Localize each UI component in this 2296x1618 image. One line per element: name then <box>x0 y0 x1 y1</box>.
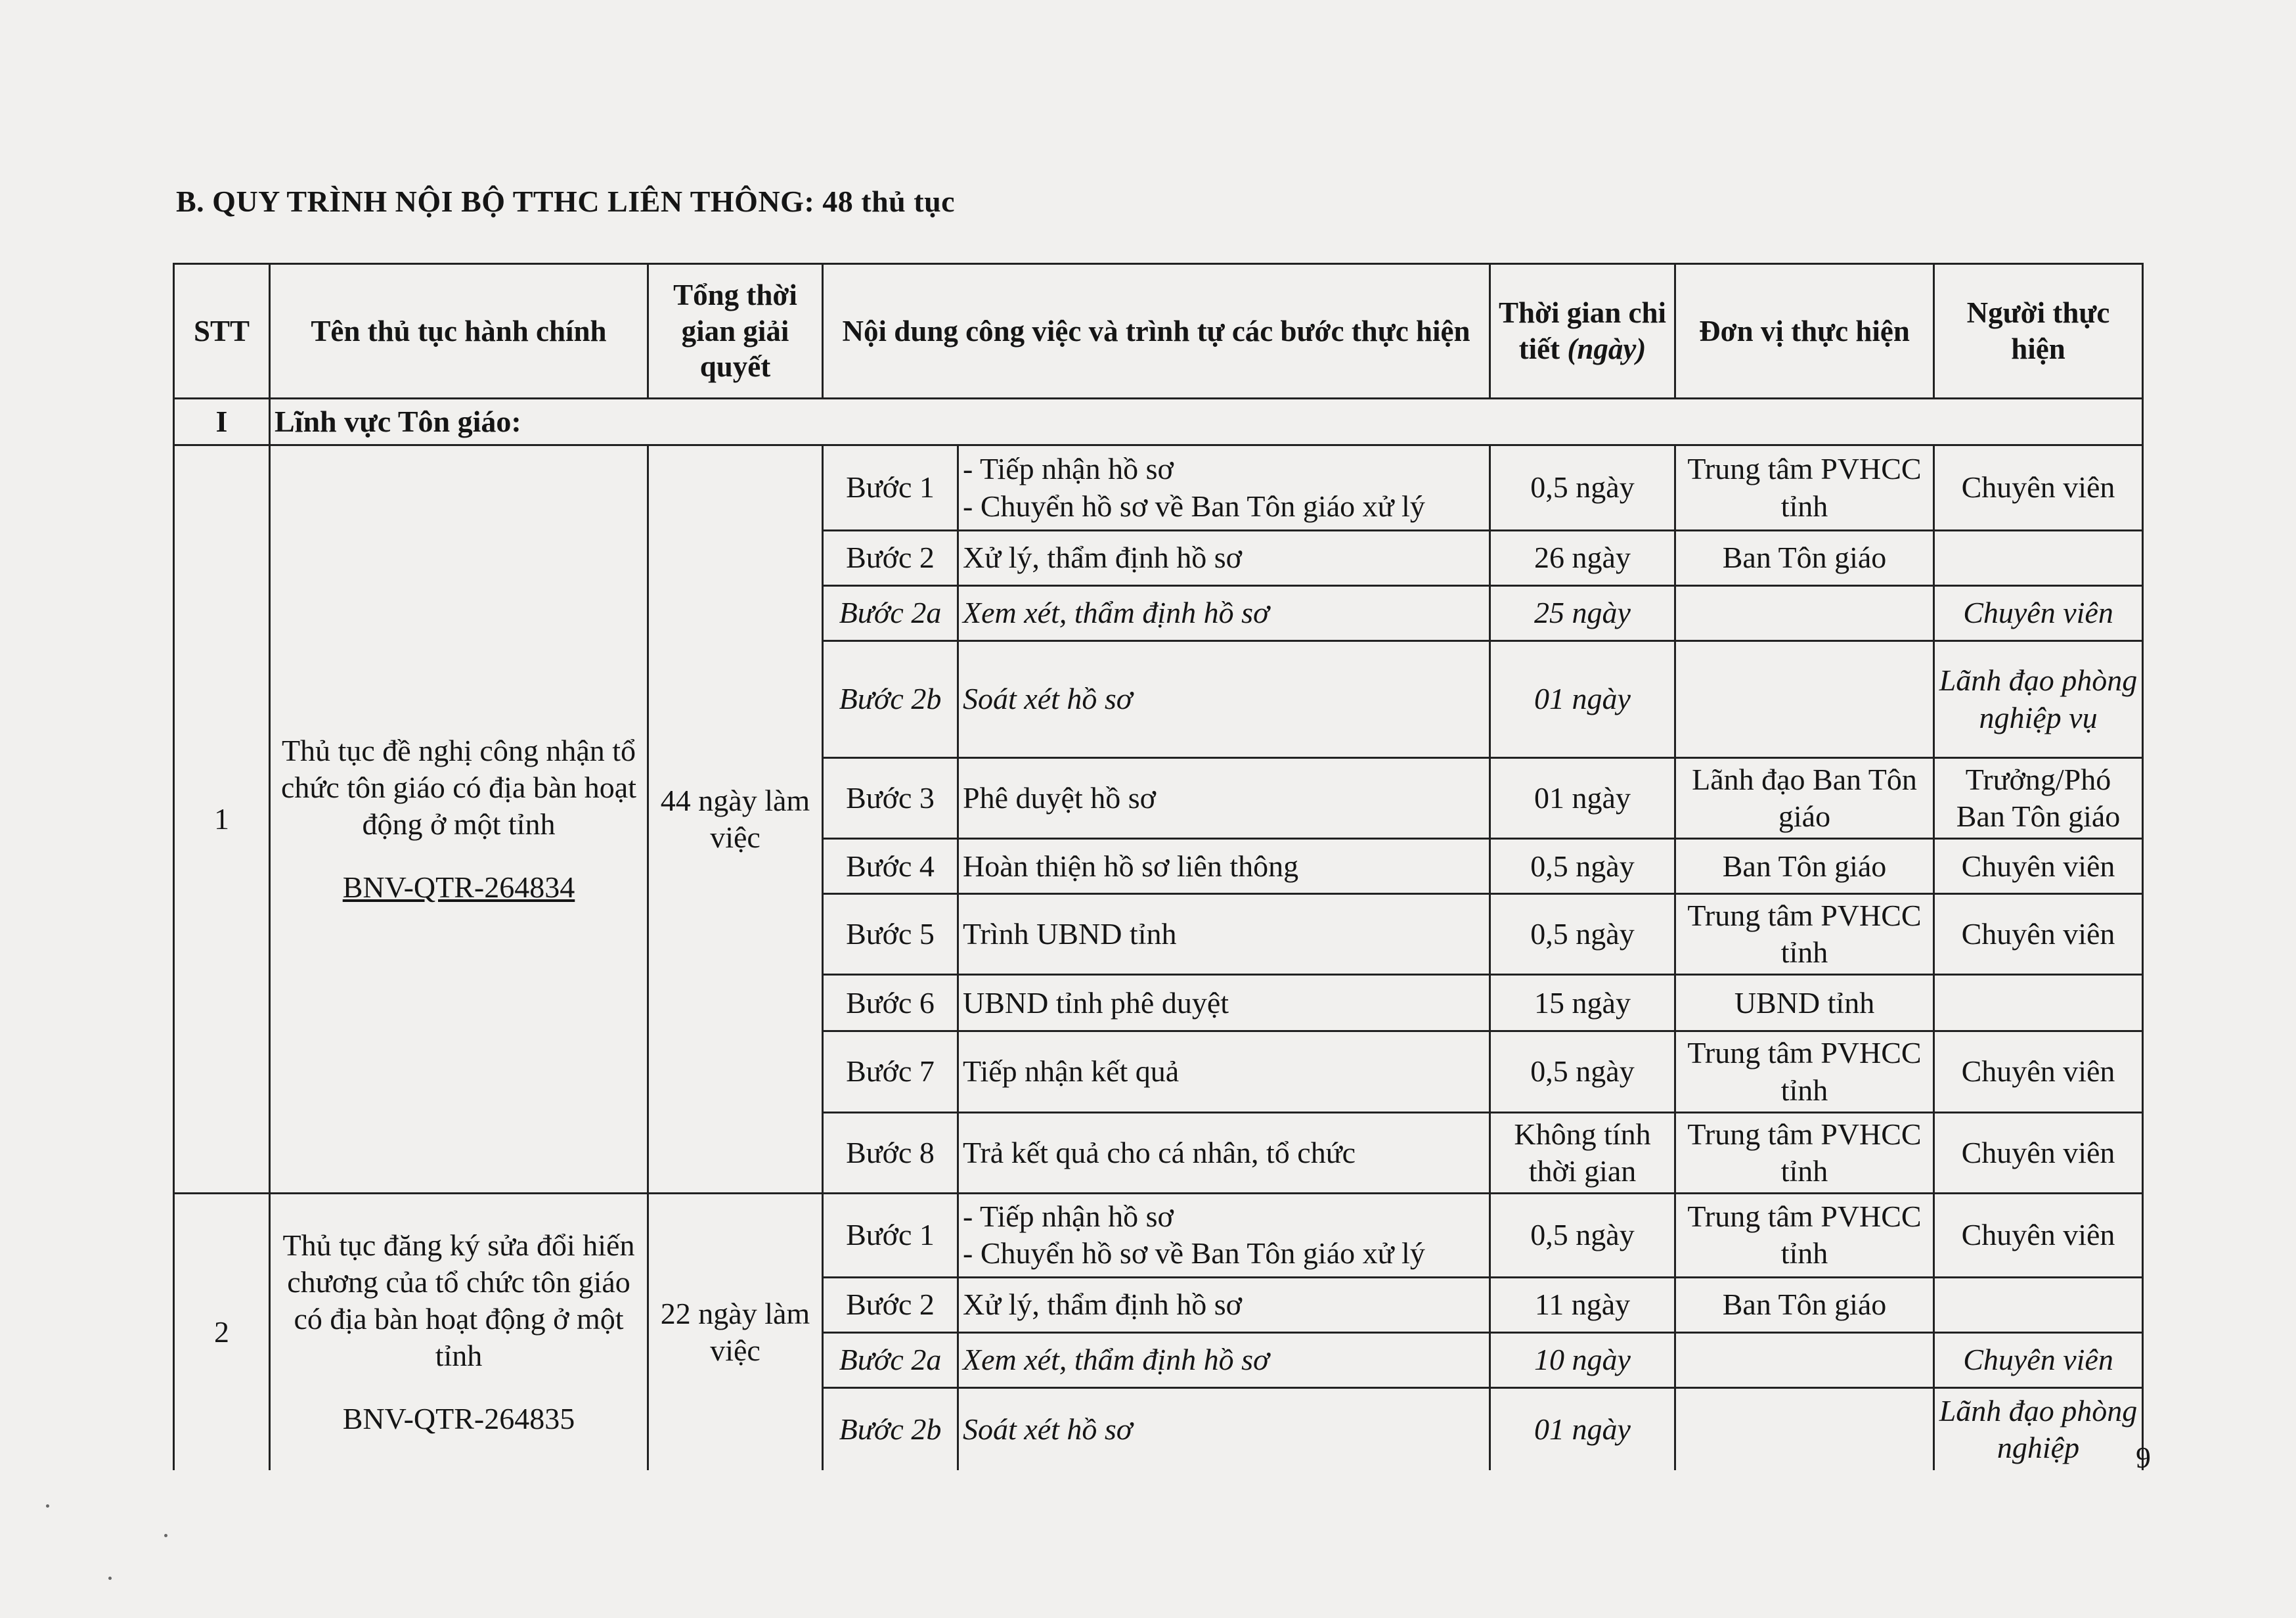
step-unit: Ban Tôn giáo <box>1675 839 1934 894</box>
step-person: Chuyên viên <box>1934 445 2143 531</box>
step-content: UBND tỉnh phê duyệt <box>958 975 1490 1031</box>
step-person: Chuyên viên <box>1934 894 2143 975</box>
step-person: Chuyên viên <box>1934 839 2143 894</box>
col-header-total: Tổng thời gian giải quyết <box>648 264 823 399</box>
step-time: 0,5 ngày <box>1490 445 1675 531</box>
proc-1-name-cell <box>270 445 648 1194</box>
col-header-time-label: Thời gian chi tiết <box>1499 296 1667 365</box>
step-content: Xem xét, thẩm định hồ sơ <box>958 1332 1490 1387</box>
step-content: Hoàn thiện hồ sơ liên thông <box>958 839 1490 894</box>
step-label: Bước 2b <box>823 1387 958 1470</box>
col-header-time <box>1490 264 1675 399</box>
scan-speck <box>108 1577 112 1580</box>
step-unit: Trung tâm PVHCC tỉnh <box>1675 894 1934 975</box>
step-content-line: - Chuyển hồ sơ về Ban Tôn giáo xử lý <box>963 1236 1425 1270</box>
proc-1-name: Thủ tục đề nghị công nhận tổ chức tôn giáo có địa bàn hoạt động ở một tỉnh <box>281 733 636 841</box>
step-person: Chuyên viên <box>1934 1031 2143 1112</box>
step-person: Lãnh đạo phòng nghiệp <box>1934 1387 2143 1470</box>
section-number: I <box>174 399 270 445</box>
step-time: 01 ngày <box>1490 641 1675 758</box>
step-label: Bước 2a <box>823 1332 958 1387</box>
step-time: Không tính thời gian <box>1490 1112 1675 1193</box>
step-content: Xem xét, thẩm định hồ sơ <box>958 586 1490 641</box>
step-label: Bước 1 <box>823 445 958 531</box>
proc-2-stt: 2 <box>174 1193 270 1470</box>
step-time: 0,5 ngày <box>1490 839 1675 894</box>
step-time: 26 ngày <box>1490 531 1675 586</box>
col-header-stt: STT <box>174 264 270 399</box>
scan-speck <box>164 1534 167 1537</box>
scan-speck <box>46 1504 49 1508</box>
proc-2-total: 22 ngày làm việc <box>648 1193 823 1470</box>
step-unit <box>1675 586 1934 641</box>
step-content: Soát xét hồ sơ <box>958 641 1490 758</box>
step-unit: Ban Tôn giáo <box>1675 531 1934 586</box>
step-time: 11 ngày <box>1490 1277 1675 1332</box>
procedure-table <box>173 263 2144 1470</box>
col-header-content: Nội dung công việc và trình tự các bước thực hiện <box>823 264 1490 399</box>
step-unit: Trung tâm PVHCC tỉnh <box>1675 1031 1934 1112</box>
step-label: Bước 2 <box>823 1277 958 1332</box>
proc-1-code: BNV-QTR-264834 <box>342 870 575 905</box>
step-time: 10 ngày <box>1490 1332 1675 1387</box>
step-time: 0,5 ngày <box>1490 1193 1675 1277</box>
step-unit <box>1675 1387 1934 1470</box>
step-label: Bước 1 <box>823 1193 958 1277</box>
step-content: Tiếp nhận kết quả <box>958 1031 1490 1112</box>
step-label: Bước 6 <box>823 975 958 1031</box>
step-content: Phê duyệt hồ sơ <box>958 758 1490 839</box>
step-content <box>958 445 1490 531</box>
proc-1-total: 44 ngày làm việc <box>648 445 823 1194</box>
step-unit <box>1675 641 1934 758</box>
step-unit: Ban Tôn giáo <box>1675 1277 1934 1332</box>
step-content <box>958 1193 1490 1277</box>
step-content-line: - Tiếp nhận hồ sơ <box>963 452 1174 486</box>
step-content: Xử lý, thẩm định hồ sơ <box>958 531 1490 586</box>
step-label: Bước 8 <box>823 1112 958 1193</box>
step-time: 0,5 ngày <box>1490 1031 1675 1112</box>
step-person <box>1934 1277 2143 1332</box>
proc-2-code: BNV-QTR-264835 <box>342 1402 575 1436</box>
step-person: Chuyên viên <box>1934 1112 2143 1193</box>
proc-2-name: Thủ tục đăng ký sửa đổi hiến chương của tổ chức tôn giáo có địa bàn hoạt động ở một tỉnh <box>282 1228 635 1372</box>
step-person: Lãnh đạo phòng nghiệp vụ <box>1934 641 2143 758</box>
step-person: Chuyên viên <box>1934 586 2143 641</box>
col-header-name: Tên thủ tục hành chính <box>270 264 648 399</box>
col-header-time-unit: (ngày) <box>1567 332 1646 365</box>
page-heading: B. QUY TRÌNH NỘI BỘ TTHC LIÊN THÔNG: 48 thủ tục <box>176 185 956 218</box>
step-unit: UBND tỉnh <box>1675 975 1934 1031</box>
step-label: Bước 2b <box>823 641 958 758</box>
step-label: Bước 5 <box>823 894 958 975</box>
step-time: 25 ngày <box>1490 586 1675 641</box>
step-time: 01 ngày <box>1490 1387 1675 1470</box>
table-row <box>174 1193 2143 1277</box>
step-label: Bước 7 <box>823 1031 958 1112</box>
step-content: Xử lý, thẩm định hồ sơ <box>958 1277 1490 1332</box>
step-unit: Trung tâm PVHCC tỉnh <box>1675 1193 1934 1277</box>
section-row <box>174 399 2143 445</box>
step-label: Bước 4 <box>823 839 958 894</box>
col-header-unit: Đơn vị thực hiện <box>1675 264 1934 399</box>
step-person: Chuyên viên <box>1934 1193 2143 1277</box>
proc-1-stt: 1 <box>174 445 270 1194</box>
step-time: 0,5 ngày <box>1490 894 1675 975</box>
step-unit: Lãnh đạo Ban Tôn giáo <box>1675 758 1934 839</box>
table-header-row <box>174 264 2143 399</box>
page-number: 9 <box>2136 1441 2151 1474</box>
step-content: Trình UBND tỉnh <box>958 894 1490 975</box>
step-content: Trả kết quả cho cá nhân, tổ chức <box>958 1112 1490 1193</box>
step-content: Soát xét hồ sơ <box>958 1387 1490 1470</box>
step-person <box>1934 531 2143 586</box>
step-content-line: - Tiếp nhận hồ sơ <box>963 1200 1174 1234</box>
step-unit: Trung tâm PVHCC tỉnh <box>1675 445 1934 531</box>
col-header-person: Người thực hiện <box>1934 264 2143 399</box>
step-content-line: - Chuyển hồ sơ về Ban Tôn giáo xử lý <box>963 489 1425 523</box>
step-person: Trưởng/Phó Ban Tôn giáo <box>1934 758 2143 839</box>
step-label: Bước 2 <box>823 531 958 586</box>
step-label: Bước 3 <box>823 758 958 839</box>
step-person <box>1934 975 2143 1031</box>
step-unit <box>1675 1332 1934 1387</box>
step-person: Chuyên viên <box>1934 1332 2143 1387</box>
step-time: 15 ngày <box>1490 975 1675 1031</box>
section-title: Lĩnh vực Tôn giáo: <box>270 399 2143 445</box>
step-unit: Trung tâm PVHCC tỉnh <box>1675 1112 1934 1193</box>
step-label: Bước 2a <box>823 586 958 641</box>
proc-2-name-cell <box>270 1193 648 1470</box>
step-time: 01 ngày <box>1490 758 1675 839</box>
table-row <box>174 445 2143 531</box>
